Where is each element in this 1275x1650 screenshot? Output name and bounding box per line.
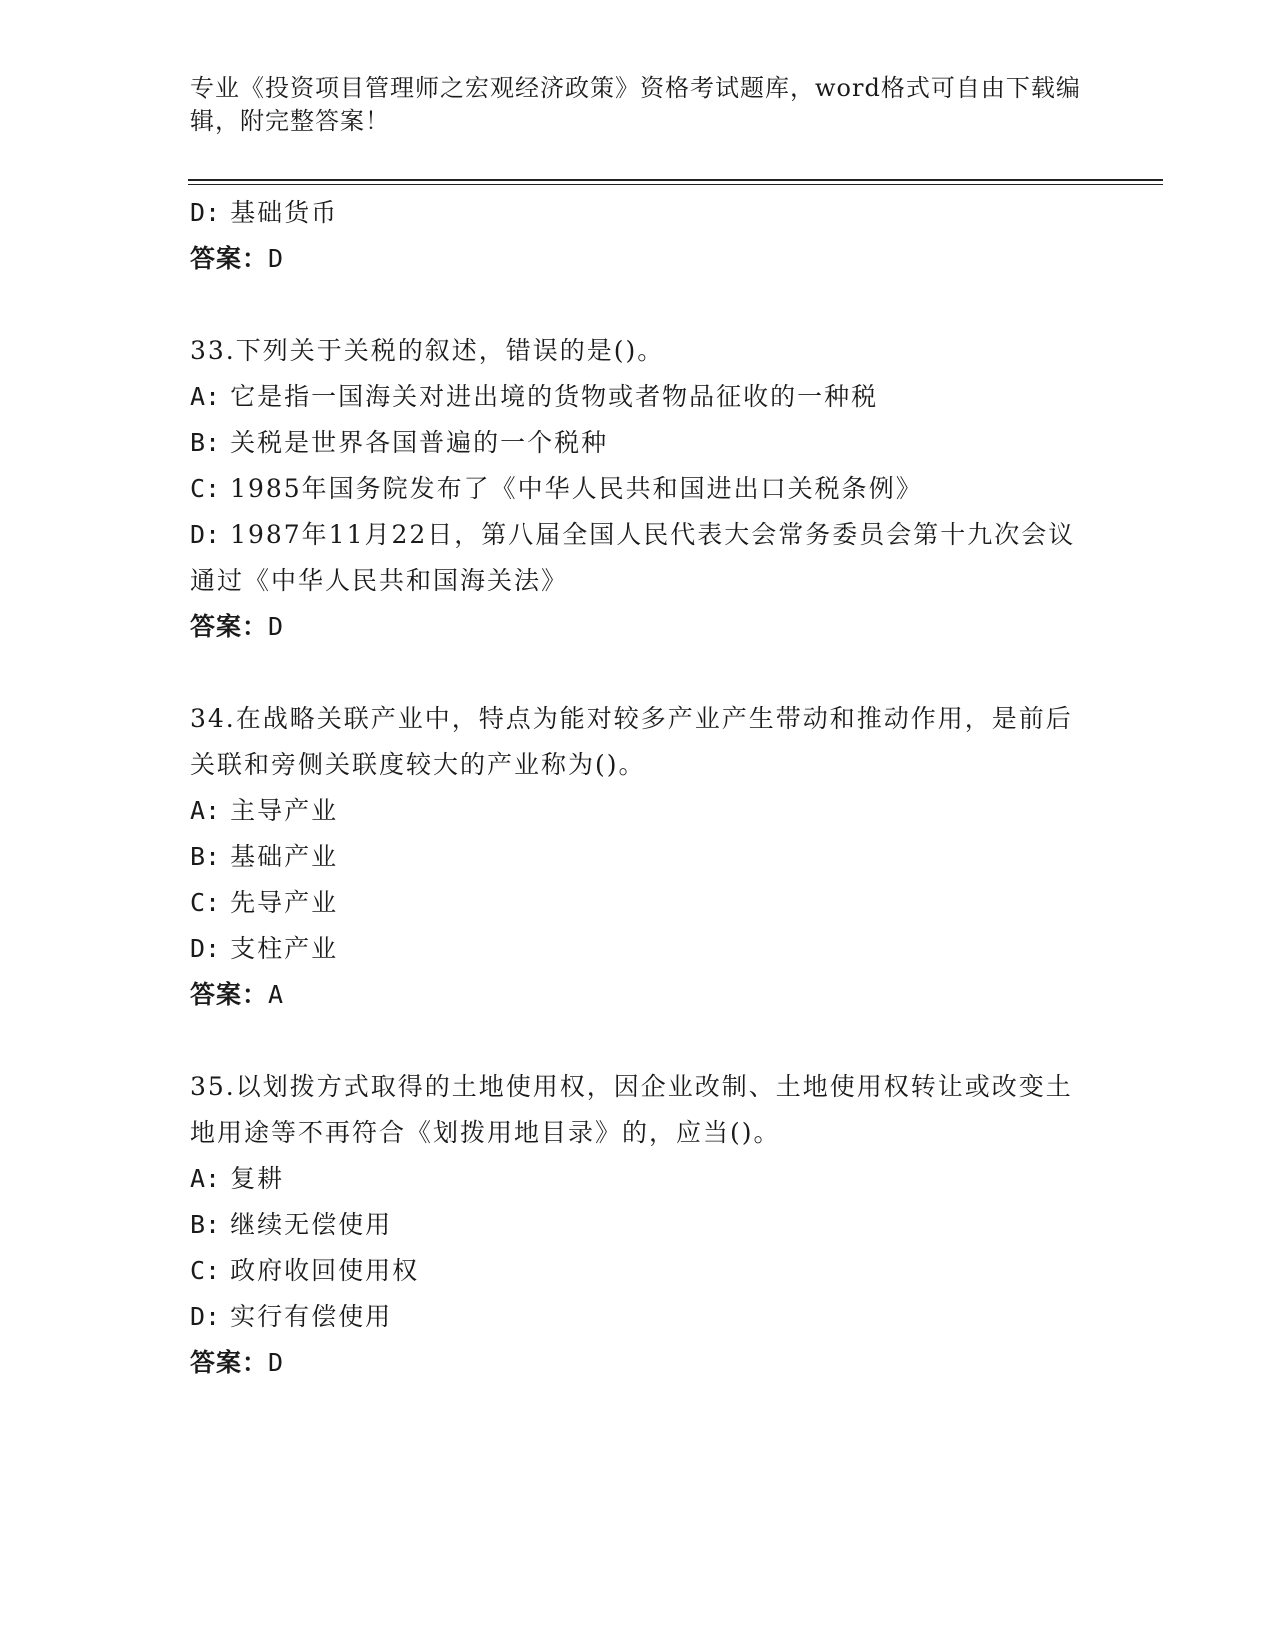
option-text: 基础货币 xyxy=(230,198,339,227)
answer-label: 答案： xyxy=(190,612,269,641)
option-key: D: xyxy=(190,934,221,963)
answer-value: D xyxy=(268,1348,285,1377)
option-key: D: xyxy=(190,520,221,549)
option-text: 继续无偿使用 xyxy=(230,1210,393,1239)
option-line xyxy=(190,1156,1090,1202)
option-text: 它是指一国海关对进出境的货物或者物品征收的一种税 xyxy=(230,382,879,411)
option-text: 1987年11月22日，第八届全国人民代表大会常务委员会第十九次会议通过《中华人民共和国海关法》 xyxy=(190,520,1076,595)
option-line xyxy=(190,190,1090,236)
answer-value: A xyxy=(268,980,285,1009)
answer-line xyxy=(190,236,1090,282)
option-line xyxy=(190,1248,1090,1294)
option-line xyxy=(190,1294,1090,1340)
option-key: C: xyxy=(190,888,221,917)
option-key: C: xyxy=(190,474,221,503)
answer-value: D xyxy=(268,244,285,273)
answer-line xyxy=(190,972,1090,1018)
option-text: 先导产业 xyxy=(230,888,339,917)
option-key: D: xyxy=(190,198,221,227)
option-text: 实行有偿使用 xyxy=(230,1302,393,1331)
option-line xyxy=(190,420,1090,466)
option-key: A: xyxy=(190,382,221,411)
answer-label: 答案： xyxy=(190,244,269,273)
question-stem: 34.在战略关联产业中，特点为能对较多产业产生带动和推动作用，是前后关联和旁侧关联度较大的产业称为()。 xyxy=(190,704,1073,779)
answer-value: D xyxy=(268,612,285,641)
document-body xyxy=(190,190,1090,1386)
spacer xyxy=(190,650,1090,696)
option-key: D: xyxy=(190,1302,221,1331)
spacer xyxy=(190,282,1090,328)
question-stem: 33.下列关于关税的叙述，错误的是()。 xyxy=(190,336,665,365)
option-key: C: xyxy=(190,1256,221,1285)
option-text: 1985年国务院发布了《中华人民共和国进出口关税条例》 xyxy=(230,474,923,503)
spacer xyxy=(190,1018,1090,1064)
option-key: B: xyxy=(190,842,221,871)
option-key: A: xyxy=(190,1164,221,1193)
option-text: 基础产业 xyxy=(230,842,339,871)
option-text: 复耕 xyxy=(230,1164,285,1193)
option-line xyxy=(190,466,1090,512)
option-line xyxy=(190,926,1090,972)
option-key: B: xyxy=(190,1210,221,1239)
option-line xyxy=(190,374,1090,420)
option-line xyxy=(190,880,1090,926)
option-text: 政府收回使用权 xyxy=(230,1256,420,1285)
page-header: 专业《投资项目管理师之宏观经济政策》资格考试题库，word格式可自由下载编辑，附完整答案！ xyxy=(190,74,1081,135)
option-line xyxy=(190,834,1090,880)
answer-label: 答案： xyxy=(190,1348,269,1377)
option-text: 支柱产业 xyxy=(230,934,339,963)
option-text: 主导产业 xyxy=(230,796,339,825)
option-text: 关税是世界各国普遍的一个税种 xyxy=(230,428,609,457)
option-key: A: xyxy=(190,796,221,825)
answer-line xyxy=(190,604,1090,650)
option-line xyxy=(190,788,1090,834)
option-line xyxy=(190,1202,1090,1248)
header-divider xyxy=(188,179,1163,185)
question-stem: 35.以划拨方式取得的土地使用权，因企业改制、土地使用权转让或改变土地用途等不再符合《划拨用地目录》的，应当()。 xyxy=(190,1072,1073,1147)
option-key: B: xyxy=(190,428,221,457)
answer-label: 答案： xyxy=(190,980,269,1009)
option-line xyxy=(190,512,1090,604)
answer-line xyxy=(190,1340,1090,1386)
